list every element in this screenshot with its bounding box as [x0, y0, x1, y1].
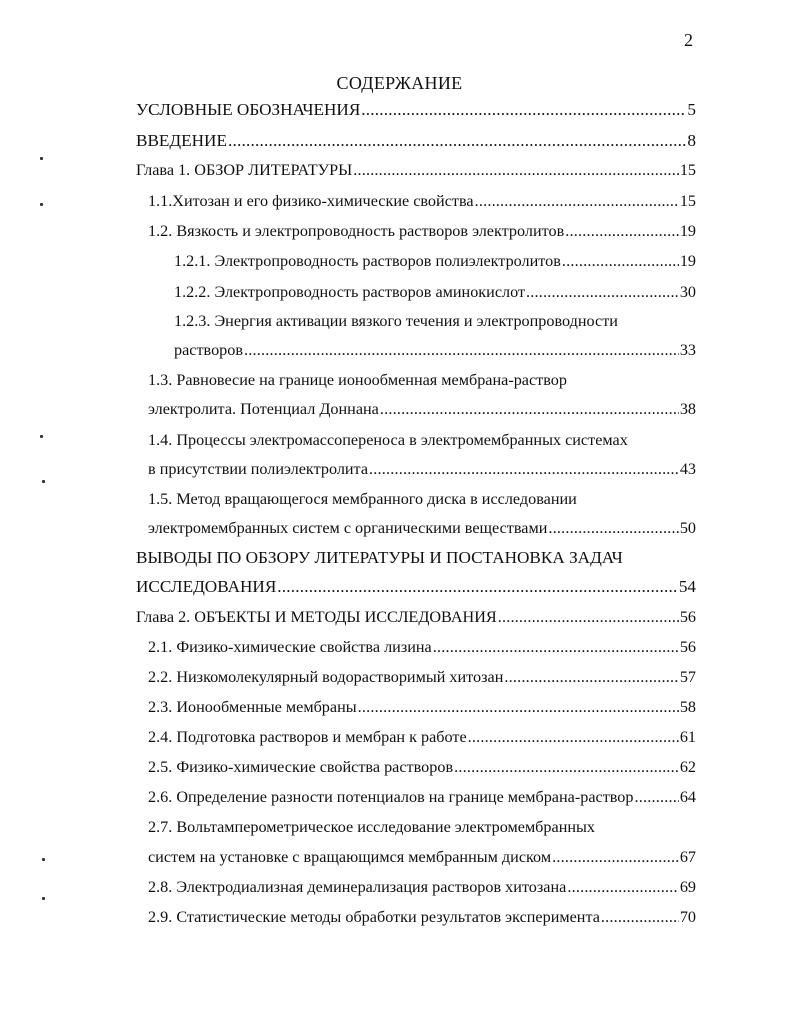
leader-dots	[369, 459, 679, 479]
leader-dots	[353, 160, 679, 180]
toc-entry-text: ВВЕДЕНИЕ	[136, 131, 227, 150]
toc-entry-text: 2.7. Вольтамперометрическое исследование электромембранных	[148, 818, 595, 836]
toc-entry-text: Глава 2. ОБЪЕКТЫ И МЕТОДЫ ИССЛЕДОВАНИЯ	[136, 608, 497, 626]
toc-entry-2-9[interactable]	[148, 907, 696, 927]
toc-entry-2-5[interactable]	[148, 757, 696, 777]
toc-entry-page: 38	[679, 400, 696, 418]
toc-entry-text: 1.4. Процессы электромассопереноса в электромембранных системах	[148, 431, 628, 449]
leader-dots	[468, 727, 679, 747]
toc-entry-1-4-line1[interactable]	[148, 430, 696, 450]
page-number: 2	[684, 30, 693, 50]
toc-entry-2-3[interactable]	[148, 697, 696, 717]
toc-entry-text: 1.1.Хитозан и его физико-химические свойства	[148, 192, 474, 210]
leader-dots	[634, 787, 678, 807]
toc-entry-2-4[interactable]	[148, 727, 696, 747]
toc-entry-page: 30	[679, 283, 696, 301]
toc-entry-1-2-3-line1[interactable]	[174, 311, 670, 331]
toc-entry-page: 15	[679, 161, 696, 179]
toc-entry-page: 15	[679, 192, 696, 210]
toc-entry-page: 62	[679, 758, 696, 776]
toc-entry-text-cont: электромембранных систем с органическими веществами	[148, 519, 548, 537]
toc-entry-1-3[interactable]	[148, 399, 696, 419]
toc-entry-text: 1.5. Метод вращающегося мембранного диска в исследовании	[148, 490, 577, 508]
toc-entry-2-1[interactable]	[148, 637, 696, 657]
toc-entry-page: 69	[679, 878, 696, 896]
leader-dots	[380, 399, 679, 419]
toc-entry-text: 2.4. Подготовка растворов и мембран к работе	[148, 728, 467, 746]
toc-entry-text: 1.2.2. Электропроводность растворов аминокислот	[174, 283, 526, 301]
toc-entry-text: 2.8. Электродиализная деминерализация растворов хитозана	[148, 878, 567, 896]
leader-dots	[562, 251, 679, 271]
toc-entry-introduction[interactable]	[136, 131, 696, 151]
toc-entry-page: 8	[687, 131, 696, 150]
toc-entry-text: 2.6. Определение разности потенциалов на границе мембрана-раствор	[148, 788, 634, 806]
leader-dots	[475, 191, 679, 211]
toc-entry-1-2-1[interactable]	[174, 251, 696, 271]
toc-entry-text: 2.3. Ионообменные мембраны	[148, 698, 357, 716]
toc-entry-1-5-line1[interactable]	[148, 489, 670, 509]
scan-mark	[40, 435, 43, 438]
toc-entry-chapter-2[interactable]	[136, 607, 696, 627]
toc-entry-page: 56	[679, 638, 696, 656]
toc-entry-1-1[interactable]	[148, 191, 696, 211]
toc-entry-1-2[interactable]	[148, 221, 696, 241]
toc-entry-text: 2.2. Низкомолекулярный водорастворимый хитозан	[148, 668, 504, 686]
toc-entry-1-4[interactable]	[148, 459, 696, 479]
page-title: СОДЕРЖАНИЕ	[336, 73, 463, 93]
toc-entry-text-cont: в присутствии полиэлектролита	[148, 460, 369, 478]
toc-entry-2-6[interactable]	[148, 787, 696, 807]
toc-entry-text: УСЛОВНЫЕ ОБОЗНАЧЕНИЯ	[136, 100, 361, 119]
leader-dots	[526, 282, 679, 302]
toc-entry-text-cont: систем на установке с вращающимся мембранным диском	[148, 848, 552, 866]
leader-dots	[567, 877, 678, 897]
scan-mark	[42, 480, 45, 483]
scan-mark	[42, 858, 45, 861]
toc-entry-1-3-line1[interactable]	[148, 370, 670, 390]
toc-entry-page: 54	[678, 577, 696, 596]
toc-entry-text: 1.2.1. Электропроводность растворов полиэлектролитов	[174, 252, 561, 270]
toc-entry-page: 57	[679, 668, 696, 686]
leader-dots	[358, 697, 679, 717]
toc-entry-page: 70	[679, 908, 696, 926]
toc-entry-text-cont: ИССЛЕДОВАНИЯ	[136, 577, 277, 596]
toc-entry-1-5[interactable]	[148, 518, 696, 538]
leader-dots	[277, 577, 678, 597]
toc-entry-text: 2.1. Физико-химические свойства лизина	[148, 638, 432, 656]
toc-entry-text: 2.5. Физико-химические свойства растворов	[148, 758, 454, 776]
leader-dots	[552, 847, 679, 867]
toc-entry-page: 19	[679, 252, 696, 270]
leader-dots	[361, 100, 686, 120]
toc-entry-page: 67	[679, 848, 696, 866]
toc-entry-text: ВЫВОДЫ ПО ОБЗОРУ ЛИТЕРАТУРЫ И ПОСТАНОВКА ЗАДАЧ	[136, 548, 623, 567]
leader-dots	[498, 607, 679, 627]
toc-entry-1-2-2[interactable]	[174, 282, 696, 302]
toc-entry-page: 61	[679, 728, 696, 746]
toc-entry-text-cont: электролита. Потенциал Доннана	[148, 400, 379, 418]
leader-dots	[601, 907, 679, 927]
toc-entry-2-2[interactable]	[148, 667, 696, 687]
toc-entry-conclusions-line1[interactable]	[136, 548, 672, 568]
toc-entry-2-7[interactable]	[148, 847, 696, 867]
leader-dots	[228, 131, 686, 151]
leader-dots	[433, 637, 679, 657]
scan-mark	[42, 897, 45, 900]
toc-entry-symbols[interactable]	[136, 100, 696, 120]
leader-dots	[244, 340, 679, 360]
leader-dots	[565, 221, 679, 241]
toc-entry-page: 58	[679, 698, 696, 716]
toc-entry-page: 33	[679, 341, 696, 359]
toc-entry-page: 43	[679, 460, 696, 478]
toc-entry-text: 2.9. Статистические методы обработки результатов эксперимента	[148, 908, 600, 926]
leader-dots	[548, 518, 678, 538]
toc-entry-chapter-1[interactable]	[136, 160, 696, 180]
toc-entry-conclusions[interactable]	[136, 577, 696, 597]
toc-entry-1-2-3[interactable]	[174, 340, 696, 360]
toc-entry-text: Глава 1. ОБЗОР ЛИТЕРАТУРЫ	[136, 161, 353, 179]
toc-entry-2-8[interactable]	[148, 877, 696, 897]
toc-entry-page: 19	[679, 222, 696, 240]
toc-entry-text: 1.3. Равновесие на границе ионообменная мембрана-раствор	[148, 371, 567, 389]
toc-entry-page: 56	[679, 608, 696, 626]
toc-entry-page: 64	[679, 788, 696, 806]
toc-entry-text: 1.2.3. Энергия активации вязкого течения и электропроводности	[174, 312, 618, 330]
toc-entry-page: 50	[679, 519, 696, 537]
toc-entry-page: 5	[687, 100, 696, 119]
toc-entry-text-cont: растворов	[174, 341, 243, 359]
leader-dots	[454, 757, 679, 777]
leader-dots	[504, 667, 678, 687]
scan-mark	[40, 157, 43, 160]
toc-entry-2-7-line1[interactable]	[148, 817, 670, 837]
scan-mark	[40, 203, 43, 206]
toc-entry-text: 1.2. Вязкость и электропроводность растворов электролитов	[148, 222, 565, 240]
